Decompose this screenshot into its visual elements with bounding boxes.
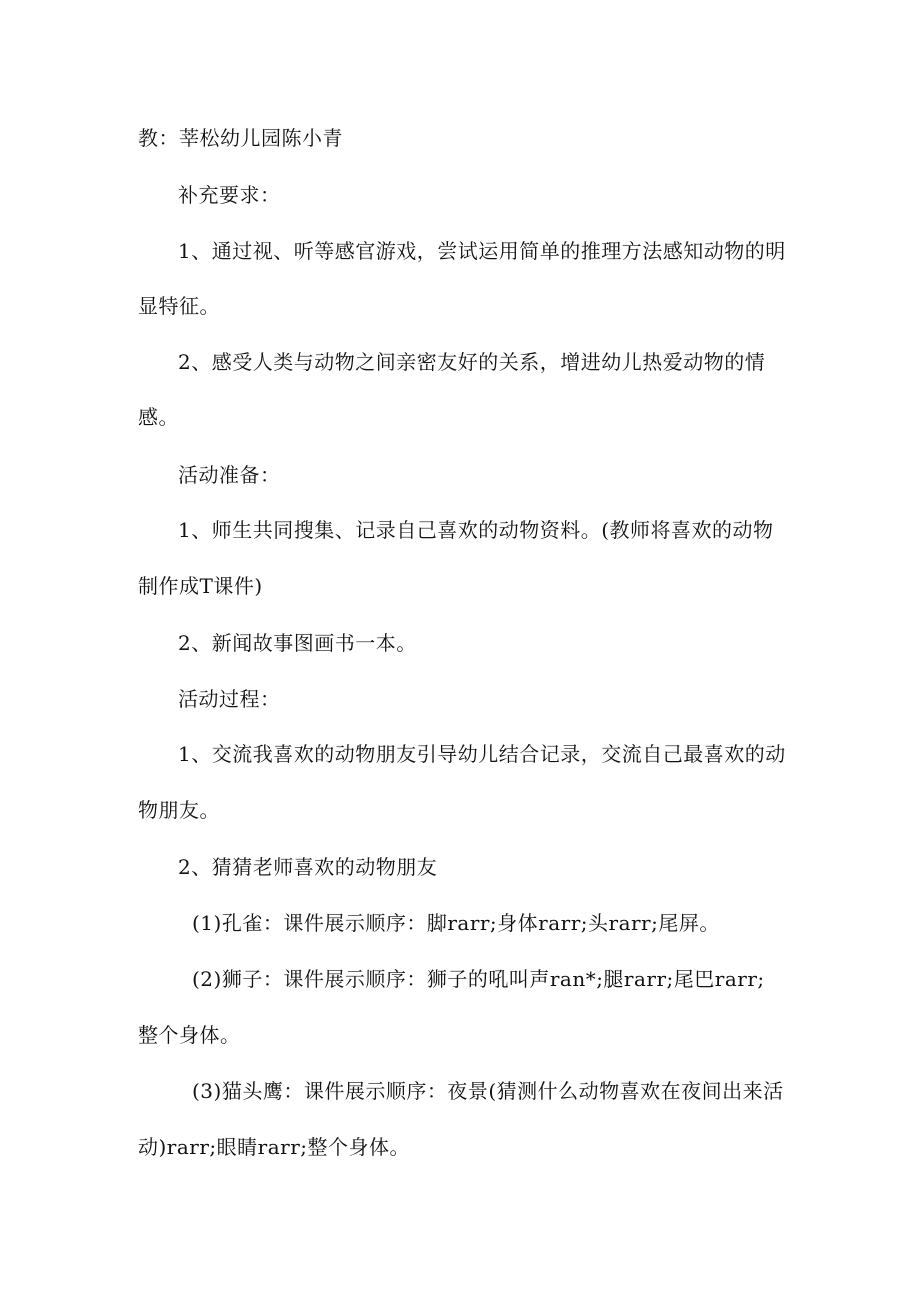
paragraph-line: 动)rarr;眼睛rarr;整个身体。	[138, 1135, 410, 1159]
paragraph-line: 制作成T课件)	[138, 574, 263, 598]
paragraph-line: 2、新闻故事图画书一本。	[178, 631, 417, 655]
heading-requirements: 补充要求：	[178, 183, 281, 207]
paragraph-line: 1、通过视、听等感官游戏，尝试运用简单的推理方法感知动物的明	[178, 239, 786, 263]
paragraph-line: 1、交流我喜欢的动物朋友引导幼儿结合记录，交流自己最喜欢的动	[178, 742, 786, 766]
author-line: 教：莘松幼儿园陈小青	[138, 126, 343, 150]
paragraph-line: 2、感受人类与动物之间亲密友好的关系，增进幼儿热爱动物的情	[178, 350, 766, 374]
list-item: (1)孔雀：课件展示顺序：脚rarr;身体rarr;头rarr;尾屏。	[192, 911, 720, 935]
paragraph-line: 2、猜猜老师喜欢的动物朋友	[178, 855, 438, 879]
paragraph-line: 1、师生共同搜集、记录自己喜欢的动物资料。(教师将喜欢的动物	[178, 518, 774, 542]
list-item: (2)狮子：课件展示顺序：狮子的吼叫声ran*;腿rarr;尾巴rarr;	[192, 967, 765, 991]
paragraph-line: 感。	[138, 405, 179, 429]
heading-process: 活动过程：	[178, 687, 281, 711]
paragraph-line: 显特征。	[138, 294, 220, 318]
heading-preparation: 活动准备：	[178, 463, 281, 487]
list-item: (3)猫头鹰：课件展示顺序：夜景(猜测什么动物喜欢在夜间出来活	[192, 1079, 784, 1103]
paragraph-line: 物朋友。	[138, 798, 220, 822]
paragraph-line: 整个身体。	[138, 1023, 241, 1047]
